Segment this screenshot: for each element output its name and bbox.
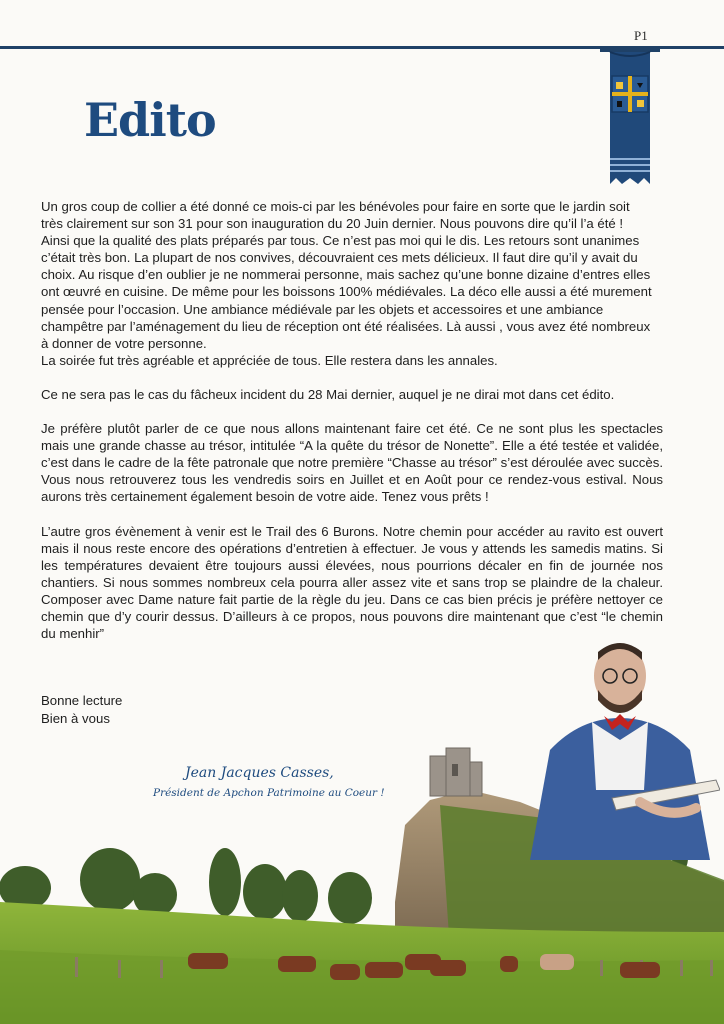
text-line: Ainsi que la qualité des plats préparés par tous. Ce n’est pas moi qui le dis. Les retours sont unanimes [41,233,640,249]
text-line: champêtre par l’aménagement du lieu de réception ont été réalisées. Là aussi , vous avez été nombreux [41,318,651,334]
author-photo [520,630,720,860]
text-line: ont œuvré en cuisine. De même pour les boissons 100% médiévales. La déco elle aussi a été murement [41,284,652,300]
signature-role: Président de Apchon Patrimoine au Coeur ! [153,787,385,799]
paragraph: L’autre gros évènement à venir est le Trail des 6 Burons. Notre chemin pour accéder au ravito est ouvert mais il nous reste encore des opérations d’entretien à effectuer. Je vous y attends les samedis matins. Si les températures devaient être toujours aussi élevées, nous pourrions décaler en fin de journée nos chantiers. Si nous sommes nombreux cela pourra aller assez vite et sans trop se plaindre de la chaleur. Composer avec Dame nature fait partie de la règle du jeu. Dans ce cas bien précis je préfère nettoyer ce chemin que d’y courir dessus. D’ailleurs à ce propos, nous pouvons dire maintenant que c’est “le chemin du menhir” [41,523,663,642]
closing-line: Bonne lecture [41,693,123,708]
text-line: c’était très bon. La plupart de nos convives, découvraient ces mets délicieux. Il faut dire qu’il y avait du [41,250,638,266]
text-line: à donner de votre personne. [41,335,207,351]
text-line: très clairement sur son 31 pour son inauguration du 20 Juin dernier. Nous pouvons dire qu’il l’a été ! [41,216,624,232]
text-line: choix. Au risque d’en oublier je ne nommerai personne, mais sachez qu’une bonne dizaine d’entres elles [41,267,651,283]
paragraph: Ce ne sera pas le cas du fâcheux incident du 28 Mai dernier, auquel je ne dirai mot dans cet édito. [41,386,615,402]
edito-body [41,198,663,659]
text-line: La soirée fut très agréable et appréciée de tous. Elle restera dans les annales. [41,352,498,368]
text-line: Un gros coup de collier a été donné ce mois-ci par les bénévoles pour faire en sorte que le jardin soit [41,199,630,214]
page-number: P1 [634,28,648,43]
closing-line: Bien à vous [41,710,110,726]
signature-name: Jean Jacques Casses, [185,765,334,781]
paragraph: Je préfère plutôt parler de ce que nous allons maintenant faire cet été. Ce ne sont plus les spectacles mais une grande chasse au trésor, intitulée “A la quête du trésor de Nonette”. Elle a été testée et validée, c’est dans le cadre de la fête patronale que notre première “Chasse au trésor” s’est déroulée avec succès. Vous nous retrouverez tous les vendredis soirs en Juillet et en Août pour ce rendez-vous estival. Nous aurons très certainement également besoin de votre aide. Tenez vous prêts ! [41,421,663,505]
page-title: Edito [84,93,216,147]
heraldic-banner-icon [600,46,660,191]
text-line: pensée pour l’occasion. Une ambiance médiévale par les objets et accessoires et une ambiance [41,301,604,317]
